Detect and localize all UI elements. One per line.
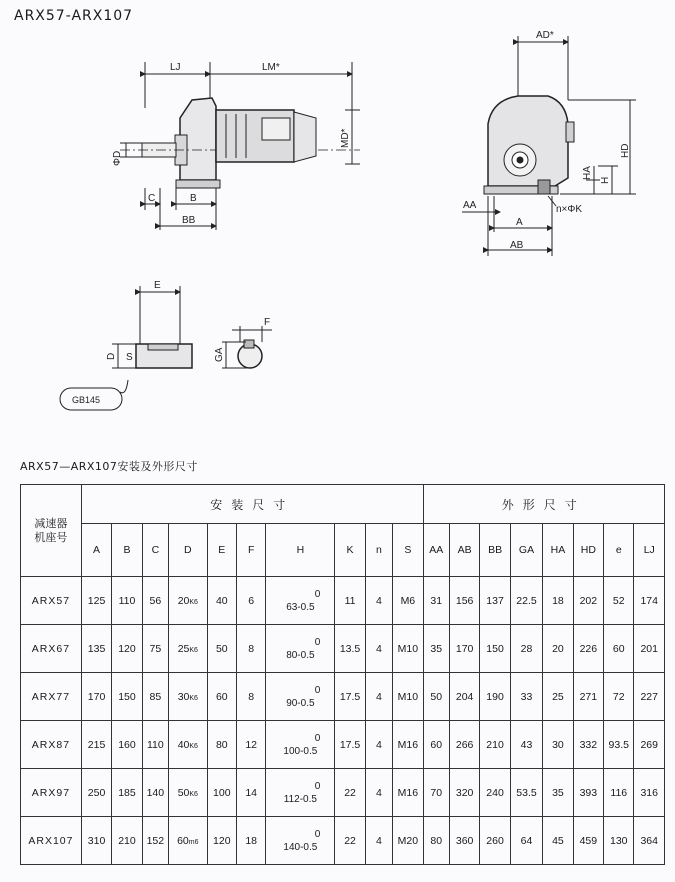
model-cell: ARX57 (21, 577, 82, 625)
col-header: K (335, 524, 365, 577)
h-value: 63-0.5 (286, 601, 315, 613)
table-row (21, 769, 665, 817)
cell-B: 110 (112, 577, 142, 625)
h-tolerance-upper: 0 (314, 588, 321, 600)
model-header-line2: 机座号 (34, 531, 68, 544)
cell-AB: 360 (449, 817, 479, 865)
cell-E: 80 (207, 721, 236, 769)
cell-LJ: 201 (634, 625, 665, 673)
cell-B: 185 (112, 769, 142, 817)
cell-GA: 53.5 (510, 769, 542, 817)
md-label: MD* (340, 128, 351, 148)
cell-e: 130 (604, 817, 634, 865)
d-tolerance: K6 (189, 694, 198, 702)
cell-HA: 20 (543, 625, 573, 673)
cell-n: 4 (365, 577, 392, 625)
cell-HA: 18 (543, 577, 573, 625)
cell-K: 17.5 (335, 673, 365, 721)
cell-e: 116 (604, 769, 634, 817)
cell-H (266, 721, 335, 769)
cell-GA: 43 (510, 721, 542, 769)
f-label: F (264, 317, 271, 328)
d-value: 20 (177, 594, 190, 607)
cell-S: M6 (393, 577, 423, 625)
cell-B: 210 (112, 817, 142, 865)
col-header: HA (543, 524, 573, 577)
cell-HD: 393 (573, 769, 603, 817)
s-label: S (126, 352, 133, 363)
d-tolerance: K6 (189, 646, 198, 654)
cell-e: 72 (604, 673, 634, 721)
cell-HD: 459 (573, 817, 603, 865)
cell-AB: 156 (449, 577, 479, 625)
cell-D (169, 769, 208, 817)
h-label: H (600, 176, 611, 184)
cell-S: M10 (393, 625, 423, 673)
cell-e: 60 (604, 625, 634, 673)
cell-LJ: 269 (634, 721, 665, 769)
col-header: B (112, 524, 142, 577)
cell-F: 18 (236, 817, 265, 865)
cell-e: 52 (604, 577, 634, 625)
d-value: 50 (177, 786, 190, 799)
cell-e: 93.5 (604, 721, 634, 769)
cell-LJ: 316 (634, 769, 665, 817)
cell-S: M20 (393, 817, 423, 865)
cell-HA: 30 (543, 721, 573, 769)
col-header: HD (573, 524, 603, 577)
model-cell: ARX87 (21, 721, 82, 769)
cell-A: 310 (81, 817, 111, 865)
cell-AA: 60 (423, 721, 449, 769)
cell-C: 152 (142, 817, 168, 865)
cell-H (266, 577, 335, 625)
end-view-drawing (462, 36, 636, 256)
table-row (21, 625, 665, 673)
cell-F: 8 (236, 625, 265, 673)
cell-AB: 170 (449, 625, 479, 673)
cell-E: 120 (207, 817, 236, 865)
h-tolerance-upper: 0 (314, 684, 321, 696)
nk-label: n×ΦK (556, 204, 583, 215)
cell-BB: 190 (480, 673, 510, 721)
cell-n: 4 (365, 673, 392, 721)
cell-n: 4 (365, 817, 392, 865)
col-header: E (207, 524, 236, 577)
side-view-drawing (120, 62, 360, 230)
col-header: S (393, 524, 423, 577)
lm-label: LM* (262, 62, 280, 73)
shaft-detail-drawing (60, 286, 272, 410)
cell-D (169, 817, 208, 865)
col-header: H (266, 524, 335, 577)
model-cell: ARX97 (21, 769, 82, 817)
cell-LJ: 174 (634, 577, 665, 625)
cell-D (169, 577, 208, 625)
h-tolerance-upper: 0 (314, 780, 321, 792)
col-header: LJ (634, 524, 665, 577)
cell-AA: 50 (423, 673, 449, 721)
model-cell: ARX77 (21, 673, 82, 721)
h-tolerance-upper: 0 (314, 732, 321, 744)
cell-E: 40 (207, 577, 236, 625)
cell-n: 4 (365, 721, 392, 769)
cell-n: 4 (365, 769, 392, 817)
cell-A: 250 (81, 769, 111, 817)
table-row (21, 817, 665, 865)
h-tolerance-upper: 0 (314, 636, 321, 648)
cell-HA: 45 (543, 817, 573, 865)
hd-label: HD (620, 143, 631, 158)
col-header: AA (423, 524, 449, 577)
cell-A: 170 (81, 673, 111, 721)
cell-LJ: 227 (634, 673, 665, 721)
d-value: 30 (177, 690, 190, 703)
cell-A: 215 (81, 721, 111, 769)
a-label: A (516, 217, 523, 228)
table-row (21, 673, 665, 721)
cell-K: 17.5 (335, 721, 365, 769)
col-header: AB (449, 524, 479, 577)
cell-AA: 31 (423, 577, 449, 625)
d-tolerance: K6 (189, 742, 198, 750)
d-value: 40 (177, 738, 190, 751)
cell-BB: 150 (480, 625, 510, 673)
gb145-label: GB145 (72, 395, 101, 405)
h-tolerance-upper: 0 (314, 828, 321, 840)
cell-B: 150 (112, 673, 142, 721)
ha-label: HA (582, 166, 593, 180)
cell-E: 100 (207, 769, 236, 817)
cell-GA: 33 (510, 673, 542, 721)
d-value: 25 (177, 642, 190, 655)
cell-GA: 28 (510, 625, 542, 673)
cell-BB: 210 (480, 721, 510, 769)
h-value: 80-0.5 (286, 649, 315, 661)
d-value: 60 (177, 834, 189, 847)
h-value: 100-0.5 (283, 745, 318, 757)
cell-H (266, 769, 335, 817)
ga-label: GA (214, 347, 225, 362)
col-header: BB (480, 524, 510, 577)
cell-A: 125 (81, 577, 111, 625)
cell-C: 110 (142, 721, 168, 769)
dimension-table (20, 484, 665, 865)
col-header: e (604, 524, 634, 577)
cell-H (266, 625, 335, 673)
col-header: C (142, 524, 168, 577)
col-header: F (236, 524, 265, 577)
cell-HD: 226 (573, 625, 603, 673)
cell-S: M16 (393, 769, 423, 817)
cell-BB: 260 (480, 817, 510, 865)
col-header: n (365, 524, 392, 577)
cell-B: 160 (112, 721, 142, 769)
cell-AB: 320 (449, 769, 479, 817)
cell-n: 4 (365, 625, 392, 673)
model-header (21, 485, 82, 577)
cell-K: 22 (335, 769, 365, 817)
c-label: C (148, 193, 156, 204)
cell-D (169, 721, 208, 769)
cell-S: M10 (393, 673, 423, 721)
cell-AA: 80 (423, 817, 449, 865)
cell-AA: 35 (423, 625, 449, 673)
cell-D (169, 673, 208, 721)
aa-label: AA (463, 200, 477, 211)
cell-F: 6 (236, 577, 265, 625)
cell-BB: 137 (480, 577, 510, 625)
cell-HA: 25 (543, 673, 573, 721)
cell-F: 12 (236, 721, 265, 769)
cell-HD: 202 (573, 577, 603, 625)
cell-K: 11 (335, 577, 365, 625)
table-body (21, 577, 665, 865)
h-value: 112-0.5 (283, 793, 317, 805)
table-caption: ARX57—ARX107安装及外形尺寸 (20, 460, 198, 473)
cell-K: 13.5 (335, 625, 365, 673)
d-tolerance: K6 (189, 598, 198, 606)
cell-AB: 204 (449, 673, 479, 721)
col-header: D (169, 524, 208, 577)
h-value: 90-0.5 (286, 697, 315, 709)
cell-F: 8 (236, 673, 265, 721)
cell-AB: 266 (449, 721, 479, 769)
cell-H (266, 817, 335, 865)
bb-label: BB (182, 215, 196, 226)
b-label: B (190, 193, 197, 204)
model-header-line1: 减速器 (34, 517, 68, 530)
ad-label: AD* (536, 30, 554, 41)
cell-BB: 240 (480, 769, 510, 817)
cell-E: 60 (207, 673, 236, 721)
model-cell: ARX67 (21, 625, 82, 673)
outline-dims-header: 外形尺寸 (423, 485, 664, 524)
cell-B: 120 (112, 625, 142, 673)
d-tolerance: m6 (188, 838, 199, 846)
cell-S: M16 (393, 721, 423, 769)
cell-H (266, 673, 335, 721)
page-title: ARX57-ARX107 (14, 8, 134, 24)
cell-LJ: 364 (634, 817, 665, 865)
cell-C: 140 (142, 769, 168, 817)
model-cell: ARX107 (21, 817, 82, 865)
install-dims-header: 安装尺寸 (81, 485, 423, 524)
cell-GA: 22.5 (510, 577, 542, 625)
cell-AA: 70 (423, 769, 449, 817)
cell-F: 14 (236, 769, 265, 817)
ab-label: AB (510, 240, 524, 251)
lj-label: LJ (170, 62, 181, 73)
cell-HD: 271 (573, 673, 603, 721)
h-value: 140-0.5 (283, 841, 318, 853)
cell-HA: 35 (543, 769, 573, 817)
d-label: D (106, 352, 117, 360)
cell-GA: 64 (510, 817, 542, 865)
d-tolerance: K6 (189, 790, 198, 798)
col-header: A (81, 524, 111, 577)
table-row (21, 577, 665, 625)
cell-HD: 332 (573, 721, 603, 769)
table-row (21, 721, 665, 769)
col-header: GA (510, 524, 542, 577)
cell-E: 50 (207, 625, 236, 673)
cell-C: 56 (142, 577, 168, 625)
e-label: E (154, 280, 161, 291)
cell-A: 135 (81, 625, 111, 673)
cell-C: 85 (142, 673, 168, 721)
phi-d-label: ΦD (112, 150, 123, 166)
cell-K: 22 (335, 817, 365, 865)
cell-D (169, 625, 208, 673)
cell-C: 75 (142, 625, 168, 673)
